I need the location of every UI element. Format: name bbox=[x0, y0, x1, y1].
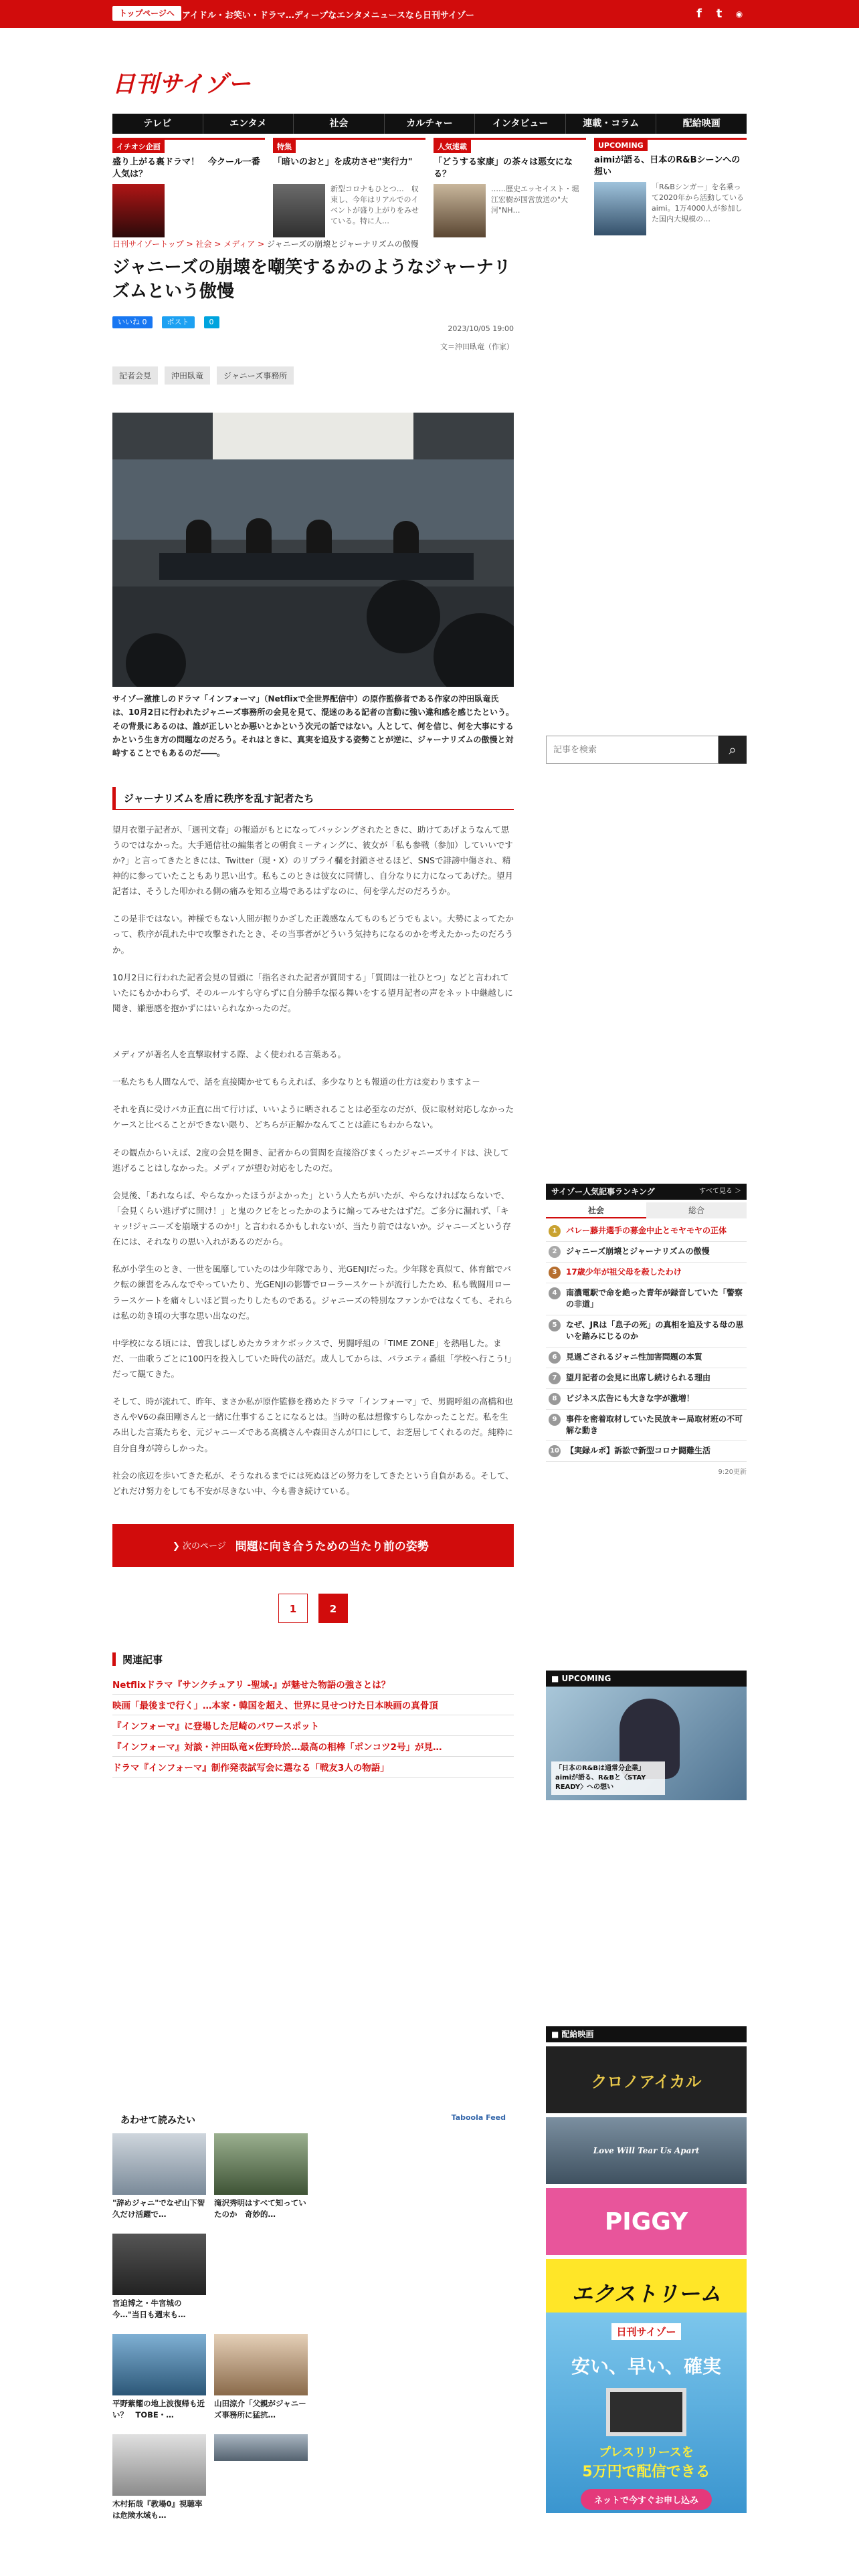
global-nav bbox=[112, 114, 747, 134]
ranking-item-title[interactable]: 見過ごされるジャニ性加害問題の本質 bbox=[566, 1352, 702, 1362]
site-logo[interactable]: 日刊サイゾー bbox=[112, 71, 252, 98]
feature-label: UPCOMING bbox=[594, 140, 648, 151]
feature-desc: 新型コロナもひとつ… 収束し、今年はリアルでのイベントが盛り上がりをみせている。特に人… bbox=[330, 185, 419, 225]
ranking-item-title[interactable]: 17歳少年が祖父母を殺したわけ bbox=[566, 1267, 682, 1277]
next-page-button[interactable] bbox=[112, 1524, 514, 1567]
feature-title[interactable]: aimiが語る、日本のR&Bシーンへの想い bbox=[594, 155, 741, 177]
social-links bbox=[692, 7, 747, 21]
film-banner[interactable]: エクストリーム bbox=[546, 2259, 747, 2326]
rank-number: 2 bbox=[549, 1246, 561, 1258]
ranking-item[interactable] bbox=[546, 1315, 747, 1348]
top-page-link[interactable]: トップページへ bbox=[112, 6, 181, 21]
feature-card[interactable] bbox=[594, 138, 747, 237]
recommend-thumbnail[interactable] bbox=[214, 2133, 308, 2195]
page-2-button[interactable]: 2 bbox=[318, 1594, 348, 1623]
recommend-heading: あわせて読みたい bbox=[120, 2115, 195, 2126]
related-articles bbox=[112, 1652, 514, 1778]
rank-number: 9 bbox=[549, 1414, 561, 1426]
related-link[interactable]: 『インフォーマ』に登場した尼崎のパワースポット bbox=[112, 1715, 514, 1736]
ranking-item-title[interactable]: ビジネス広告にも大きな字が激増！ bbox=[566, 1393, 694, 1403]
nav-item-films[interactable]: 配給映画 bbox=[682, 118, 721, 129]
recommend-title[interactable]: 平野紫耀の地上波復帰も近い？ TOBE・… bbox=[112, 2399, 205, 2420]
paragraph: その観点からいえば、2度の会見を開き、記者からの質問を直接浴びまくったジャニーズサイドは、決して逃げることはしなかった。メディアが望む対応をしたのだ。 bbox=[112, 1147, 509, 1173]
facebook-icon[interactable]: f bbox=[696, 7, 702, 21]
ranking-item-title[interactable]: 望月記者の会見に出席し続けられる理由 bbox=[566, 1372, 711, 1382]
ad-headline: 安い、早い、確実 bbox=[571, 2355, 721, 2377]
facebook-like-button[interactable]: いいね 0 bbox=[112, 316, 153, 328]
ranking-item-title[interactable]: ジャニーズ崩壊とジャーナリズムの傲慢 bbox=[566, 1247, 710, 1256]
ranking-item-title[interactable]: なぜ、JRは「息子の死」の真相を追及する母の思いを踏みにじるのか bbox=[566, 1319, 744, 1341]
article-photo bbox=[112, 413, 514, 687]
ranking-item[interactable] bbox=[546, 1389, 747, 1410]
ad-line: プレスリリースを bbox=[599, 2446, 694, 2460]
recommend-feed bbox=[112, 2113, 514, 2521]
twitter-icon[interactable]: t bbox=[716, 7, 723, 21]
recommend-item[interactable] bbox=[214, 2133, 308, 2220]
photo-person bbox=[306, 520, 332, 557]
photo-head bbox=[367, 580, 440, 653]
ranking-item-title[interactable]: 事件を密着取材していた民放キー局取材班の不可解な動き bbox=[566, 1414, 743, 1435]
search-input[interactable] bbox=[546, 736, 719, 764]
paragraph: 社会の底辺を歩いてきた私が、そうなれるまでには死ぬほどの努力をしてきたという自負がある。そして、どれだけ努力をしても不安が尽きない中、今も書き続けている。 bbox=[112, 1470, 514, 1496]
recommend-item[interactable] bbox=[214, 2434, 308, 2521]
search-box bbox=[546, 736, 747, 764]
breadcrumb-society[interactable]: 社会 bbox=[195, 239, 212, 249]
rank-number: 4 bbox=[549, 1287, 561, 1299]
twitter-post-button[interactable]: ポスト bbox=[162, 316, 195, 328]
film-banner[interactable]: クロノアイカル bbox=[546, 2046, 747, 2113]
ranking-item[interactable] bbox=[546, 1263, 747, 1283]
related-heading: 関連記事 bbox=[112, 1652, 514, 1666]
recommend-title[interactable]: 滝沢秀明はすべて知っていたのか 奇妙的… bbox=[214, 2198, 306, 2219]
recommend-thumbnail[interactable] bbox=[112, 2334, 206, 2395]
press-release-ad[interactable] bbox=[546, 2313, 747, 2513]
recommend-item[interactable] bbox=[112, 2234, 206, 2321]
photo-table bbox=[159, 553, 474, 580]
paragraph: 10月2日に行われた記者会見の冒頭に「指名された記者が質問する」「質問は一社ひとつ」などと言われていたにもかかわらず、そのルールすら守らずに自分勝手な振る舞いをする望月記者の声をネット中継越しに聞き、嫌悪感を抱かずにはいられなかったのだ。 bbox=[112, 972, 513, 1013]
ranking-item-title[interactable]: 南濃電駅で命を絶った青年が録音していた「警察の非道」 bbox=[566, 1288, 743, 1309]
feature-label: イチオシ企画 bbox=[112, 140, 165, 153]
ranking-heading: サイゾー人気記事ランキング bbox=[551, 1187, 655, 1196]
feature-title[interactable]: 盛り上がる裏ドラマ！ 今クール一番人気は？ bbox=[112, 157, 260, 179]
film-banner[interactable]: PIGGY bbox=[546, 2188, 747, 2255]
recommend-title[interactable]: "辞めジャニ"でなぜ山下智久だけ活躍で… bbox=[112, 2198, 205, 2219]
recommend-title[interactable]: 山田涼介「父親がジャニーズ事務所に猛抗… bbox=[214, 2399, 306, 2420]
ranking-updated: 9:20更新 bbox=[718, 1469, 747, 1477]
upcoming-widget bbox=[546, 1671, 747, 1800]
feature-thumbnail[interactable] bbox=[434, 184, 486, 237]
nav-item-interview[interactable]: インタビュー bbox=[475, 114, 566, 134]
article-date: 2023/10/05 19:00 bbox=[448, 324, 514, 333]
search-icon[interactable]: ⌕ bbox=[719, 736, 747, 764]
ranking-item[interactable] bbox=[546, 1221, 747, 1242]
rank-number: 7 bbox=[549, 1372, 561, 1384]
breadcrumb-home[interactable]: 日刊サイゾートップ bbox=[112, 239, 184, 249]
ranking-widget bbox=[546, 1184, 747, 1476]
ranking-item[interactable] bbox=[546, 1441, 747, 1462]
recommend-item[interactable] bbox=[112, 2434, 206, 2521]
top-bar bbox=[0, 0, 859, 28]
article-author: 文＝沖田臥竜（作家） bbox=[440, 342, 514, 351]
paragraph: 会見後、「あれならば、やらなかったほうがよかった」という人たちがいたが、やらなければならないで、「会見くらい逃げずに開け！」と鬼のクビをとったかのように煽ってみせたはずだ。ご多分に漏れず、「キャッ!ジャニーズを崩壊するのか!」と言われるかもしれないが、当たり前ではないか。ジャニーズという存在には、それなりの思い入れがあるのだから。 bbox=[112, 1190, 511, 1247]
feature-desc: ……歴史エッセイスト・堀江宏樹が国営放送の"大河"NH… bbox=[491, 185, 579, 215]
feature-thumbnail[interactable] bbox=[112, 184, 165, 237]
ranking-item-title[interactable]: バレー藤井選手の募金中止とモヤモヤの正体 bbox=[566, 1226, 727, 1235]
feature-card[interactable] bbox=[273, 138, 425, 237]
recommend-item[interactable] bbox=[214, 2334, 308, 2421]
section-heading: ジャーナリズムを盾に秩序を乱す記者たち bbox=[112, 787, 514, 810]
ranking-item[interactable] bbox=[546, 1368, 747, 1389]
article bbox=[112, 255, 514, 1778]
feature-thumbnail[interactable] bbox=[594, 182, 646, 235]
rss-icon[interactable]: ◉ bbox=[735, 9, 743, 19]
nav-item-column[interactable]: 連載・コラム bbox=[566, 114, 657, 134]
feature-card[interactable] bbox=[112, 138, 265, 237]
recommend-thumbnail[interactable] bbox=[112, 2234, 206, 2295]
upcoming-image[interactable] bbox=[546, 1687, 747, 1800]
recommend-item[interactable] bbox=[112, 2133, 206, 2220]
feature-desc: 「R&Bシンガー」を名乗って2020年から活動しているaimi。1万4000人が参加した国内大規模の… bbox=[652, 183, 744, 223]
site-tagline: アイドル・お笑い・ドラマ…ディープなエンタメニュースなら日刊サイゾー bbox=[182, 11, 475, 21]
feature-label: 特集 bbox=[273, 140, 296, 153]
paragraph: この是非ではない。神様でもない人間が振りかざした正義感なんてものもどうでもよい。大勢によってたかって、秩序が乱れた中で攻撃されたとき、その当事者がどういう気持ちになるのかを考えたかったのだろうか。 bbox=[112, 914, 514, 955]
article-title: ジャニーズの崩壊を嘲笑するかのようなジャーナリズムという傲慢 bbox=[112, 257, 511, 302]
recommend-item[interactable] bbox=[214, 2234, 308, 2321]
upcoming-caption[interactable]: 「日本のR&Bは通常分企業」aimiが語る、R&Bと〈STAY READY〉への想い bbox=[551, 1761, 665, 1795]
recommend-title[interactable]: 木村拓哉『教場0』視聴率は危険水域も… bbox=[112, 2499, 203, 2520]
feature-title[interactable]: 「暗いのおと」を成功させ"実行力" bbox=[273, 157, 413, 167]
ad-apply-button[interactable]: ネットで今すぐお申し込み bbox=[581, 2489, 712, 2510]
films-heading: ■ 配給映画 bbox=[546, 2026, 747, 2042]
paragraph: メディアが著名人を直撃取材する際、よく使われる言葉ある。 bbox=[112, 1049, 347, 1060]
recommend-item[interactable] bbox=[112, 2334, 206, 2421]
taboola-brand[interactable]: Taboola Feed bbox=[451, 2113, 506, 2122]
photo-caption: サイゾー激推しのドラマ「インフォーマ」（Netflixで全世界配信中）の原作監修者である作家の沖田臥竜氏は、10月2日に行われたジャニーズ事務所の会見を見て、混迷のある記者の言動に強い違和感を感じたという。その背景にあるのは、誰が正しいとか悪いとかという次元の話ではない。人として、何を信じ、何を大事にするかという生き方の問題なのだろう。それはときに、真実を追及する姿勢ことが逆に、ジャーナリズムの傲慢と対峙することでもあるのだ――。 bbox=[112, 693, 514, 758]
recommend-thumbnail[interactable] bbox=[112, 2133, 206, 2195]
related-link[interactable]: ドラマ『インフォーマ』制作発表試写会に選なる「戦友3人の物語」 bbox=[112, 1757, 514, 1778]
paragraph: それを真に受けバカ正直に出て行けば、いいように晒されることは必至なのだが、仮に取材対応しなかったケースと比べることができない限り、どちらが正解かなんてことは誰にもわからない。 bbox=[112, 1104, 514, 1130]
nav-item-culture[interactable]: カルチャー bbox=[385, 114, 476, 134]
nav-item-society[interactable]: 社会 bbox=[294, 114, 385, 134]
rank-number: 3 bbox=[549, 1267, 561, 1279]
rank-number: 1 bbox=[549, 1225, 561, 1237]
tag-item[interactable]: ジャニーズ事務所 bbox=[217, 366, 294, 385]
nav-item-entertainment[interactable]: エンタメ bbox=[203, 114, 294, 134]
related-link[interactable]: 『インフォーマ』対談・沖田臥竜×佐野玲於…最高の相棒「ポンコツ2号」が見… bbox=[112, 1736, 514, 1757]
recommend-thumbnail[interactable] bbox=[214, 2334, 308, 2395]
paragraph: 中学校になる頃には、曽我しばしめたカラオケボックスで、男闘呼組の「TIME ZONE」を熱唱した。まだ、一曲歌うごとに100円を投入していた時代の話だ。成人してからは、バラエティ番組「学校へ行こう!」だって観てきた。 bbox=[112, 1337, 512, 1380]
recommend-title[interactable] bbox=[214, 2464, 308, 2486]
paragraph: 望月衣塑子記者が、「週刊文春」の報道がもとになってバッシングされたときに、助けてあげようなんて思うのではなかった。大手通信社の編集者との朝食ミーティングに、彼女が「私も参戦（参加）していいですか?」と言ってきたときには、Twitter（現・X）のリプライ欄を封鎖させるほど、SNSで誹謗中傷され、精神的に参っていたこともあり思い出す。私もこのときは彼女に同情し、自分なりに力になってあげた。望月記者は、そうした叩かれる側の痛みを知る立場であるはずなのに、何を学んだのだろうか。 bbox=[112, 824, 514, 897]
breadcrumb-media[interactable]: メディア bbox=[223, 239, 256, 249]
ad-logo: 日刊サイゾー bbox=[611, 2323, 682, 2340]
films-widget bbox=[546, 2026, 747, 2326]
article-body bbox=[112, 822, 514, 1499]
ranking-item[interactable] bbox=[546, 1283, 747, 1315]
feature-strip bbox=[112, 138, 747, 237]
photo-screen bbox=[213, 413, 413, 459]
recommend-thumbnail[interactable] bbox=[214, 2434, 308, 2461]
ranking-item[interactable] bbox=[546, 1410, 747, 1442]
film-banner[interactable]: Love Will Tear Us Apart bbox=[546, 2117, 747, 2184]
ranking-item[interactable] bbox=[546, 1242, 747, 1263]
ranking-item[interactable] bbox=[546, 1348, 747, 1368]
paragraph: そして、時が流れて、昨年、まさか私が原作監修を務めたドラマ「インフォーマ」で、男闘呼組の高橋和也さんやV6の森田剛さんと一緒に仕事することになるとは。当時の私は想像すらしなかったことだ。私を生み出した言葉たちを、元ジャニーズである高橋さんや森田さんが口にして、お芝居してくれるのだ。純粋に自分自身が誇らしかった。 bbox=[112, 1396, 513, 1453]
feature-title[interactable]: 「どうする家康」の茶々は悪女になる？ bbox=[434, 157, 573, 179]
paragraph: 私が小学生のとき、一世を風靡していたのは少年隊であり、光GENJIだった。少年隊を真似て、体育館でバク転の練習をみんなでやっていたり、光GENJIの影響でローラースケートが流行したため、私も戦闘用ローラースケートを痛々しいほど買ったりしたものである。ジャニーズの特別なファンかではなくても、それらは私の幼き頃の大事な思い出なのだ。 bbox=[112, 1264, 513, 1321]
related-link[interactable]: 映画「最後まで行く」…本家・韓国を超え、世界に見せつけた日本映画の真骨頂 bbox=[112, 1695, 514, 1715]
upcoming-heading: ■ UPCOMING bbox=[546, 1671, 747, 1687]
related-link[interactable]: Netflixドラマ『サンクチュアリ -聖域-』が魅せた物語の強さとは？ bbox=[112, 1674, 514, 1695]
ranking-item-title[interactable]: 【実録ルポ】訴訟で新型コロナ闘難生活 bbox=[566, 1446, 711, 1456]
tab-society[interactable]: 社会 bbox=[546, 1202, 646, 1218]
hatena-bookmark-button[interactable]: 0 bbox=[204, 316, 219, 328]
feature-label: 人気連載 bbox=[434, 140, 471, 153]
monitor-icon bbox=[606, 2388, 686, 2436]
tag-item[interactable]: 記者会見 bbox=[112, 366, 158, 385]
breadcrumb-current: ジャニーズの崩壊とジャーナリズムの傲慢 bbox=[266, 239, 419, 249]
photo-person bbox=[246, 518, 272, 556]
article-tags bbox=[112, 366, 514, 385]
paragraph: 一私たちも人間なんで、話を直接聞かせてもらえれば、多少なりとも報道の仕方は変わりますよ－ bbox=[112, 1077, 480, 1087]
next-page-title: 問題に向き合うための当たり前の姿勢 bbox=[235, 1540, 429, 1554]
tag-item[interactable]: 沖田臥竜 bbox=[165, 366, 210, 385]
rank-number: 10 bbox=[549, 1445, 561, 1457]
nav-item-tv[interactable]: テレビ bbox=[112, 114, 203, 134]
page-1-button[interactable]: 1 bbox=[278, 1594, 308, 1623]
tab-overall[interactable]: 総合 bbox=[646, 1202, 747, 1218]
feature-card[interactable] bbox=[434, 138, 586, 237]
rank-number: 6 bbox=[549, 1352, 561, 1364]
recommend-title[interactable]: 宮迫博之・牛宮城の今…"当日も週末も… bbox=[112, 2298, 186, 2319]
recommend-thumbnail[interactable] bbox=[112, 2434, 206, 2496]
rank-number: 5 bbox=[549, 1319, 561, 1331]
breadcrumb: 日刊サイゾートップ > 社会 > メディア > ジャニーズの崩壊とジャーナリズムの傲慢 bbox=[112, 239, 419, 249]
pagination bbox=[112, 1594, 514, 1623]
recommend-title[interactable] bbox=[214, 2236, 308, 2259]
photo-person bbox=[186, 520, 211, 557]
next-page-label: ❯ 次のページ bbox=[173, 1541, 226, 1552]
feature-thumbnail[interactable] bbox=[273, 184, 325, 237]
rank-number: 8 bbox=[549, 1393, 561, 1405]
ranking-see-all-link[interactable]: すべて見る ＞ bbox=[699, 1188, 741, 1195]
ad-line: 5万円で配信できる bbox=[582, 2464, 710, 2480]
